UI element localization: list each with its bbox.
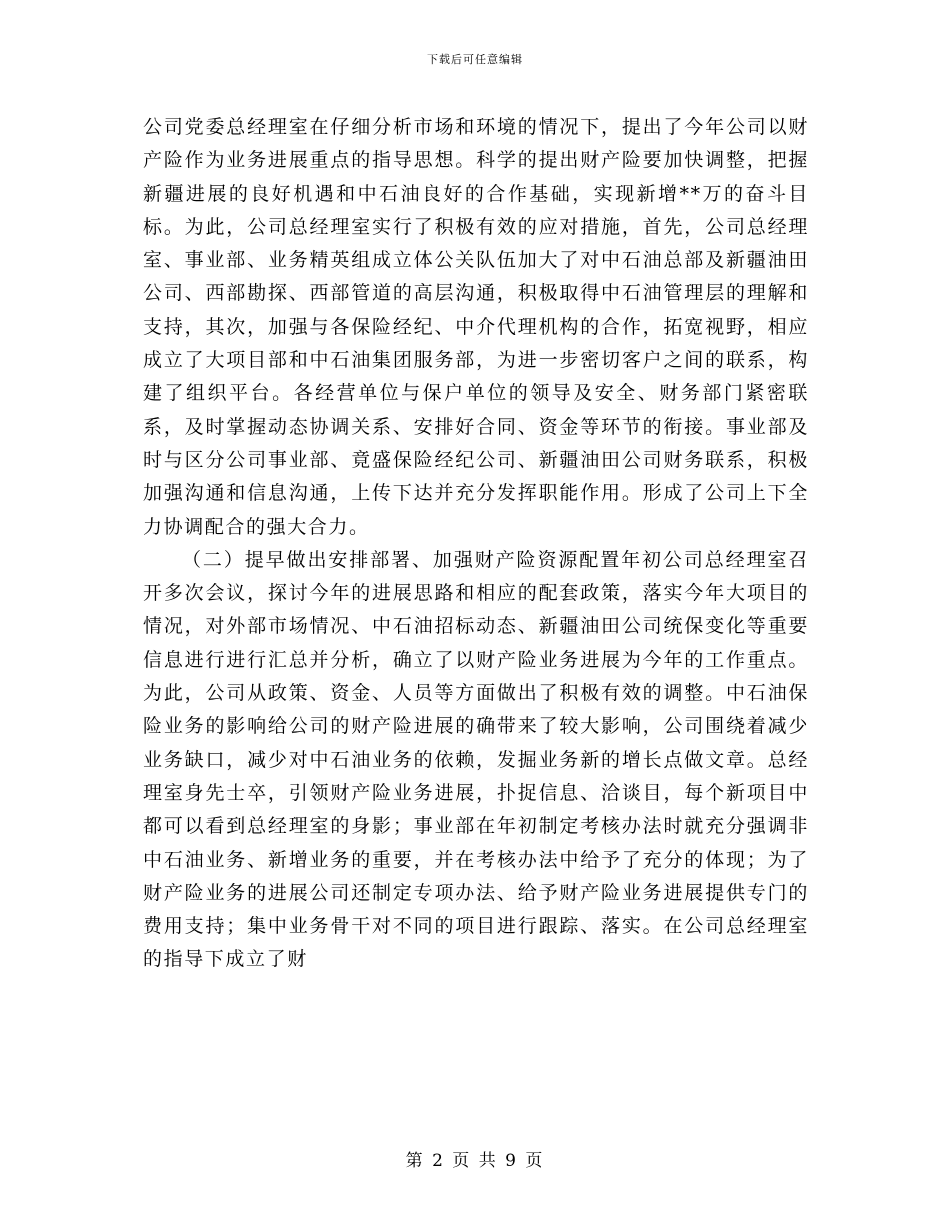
page-header: 下载后可任意编辑 [427, 53, 523, 66]
body-paragraph-2: （二）提早做出安排部署、加强财产险资源配置年初公司总经理室召开多次会议，探讨今年的进展思路和相应的配套政策，落实今年大项目的情况，对外部市场情况、中石油招标动态、新疆油田公司统保变化等重要信息进行进行汇总并分析，确立了以财产险业务进展为今年的工作重点。为此，公司从政策、资金、人员等方面做出了积极有效的调整。中石油保险业务的影响给公司的财产险进展的确带来了较大影响，公司围绕着减少业务缺口，减少对中石油业务的依赖，发掘业务新的增长点做文章。总经理室身先士卒，引领财产险业务进展，扑捉信息、洽谈目，每个新项目中都可以看到总经理室的身影；事业部在年初制定考核办法时就充分强调非中石油业务、新增业务的重要，并在考核办法中给予了充分的体现；为了财产险业务的进展公司还制定专项办法、给予财产险业务进展提供专门的费用支持；集中业务骨干对不同的项目进行跟踪、落实。在公司总经理室的指导下成立了财 [143, 548, 809, 971]
body-paragraph-1: 公司党委总经理室在仔细分析市场和环境的情况下，提出了今年公司以财产险作为业务进展重点的指导思想。科学的提出财产险要加快调整，把握新疆进展的良好机遇和中石油良好的合作基础，实现新增**万的奋斗目标。为此，公司总经理室实行了积极有效的应对措施，首先，公司总经理室、事业部、业务精英组成立体公关队伍加大了对中石油总部及新疆油田公司、西部勘探、西部管道的高层沟通，积极取得中石油管理层的理解和支持，其次，加强与各保险经纪、中介代理机构的合作，拓宽视野，相应成立了大项目部和中石油集团服务部，为进一步密切客户之间的联系，构建了组织平台。各经营单位与保户单位的领导及安全、财务部门紧密联系，及时掌握动态协调关系、安排好合同、资金等环节的衔接。事业部及时与区分公司事业部、竟盛保险经纪公司、新疆油田公司财务联系，积极加强沟通和信息沟通，上传下达并充分发挥职能作用。形成了公司上下全力协调配合的强大合力。 [143, 116, 809, 538]
page-footer: 第 2 页 共 9 页 [405, 1151, 545, 1171]
document-body [143, 111, 809, 977]
